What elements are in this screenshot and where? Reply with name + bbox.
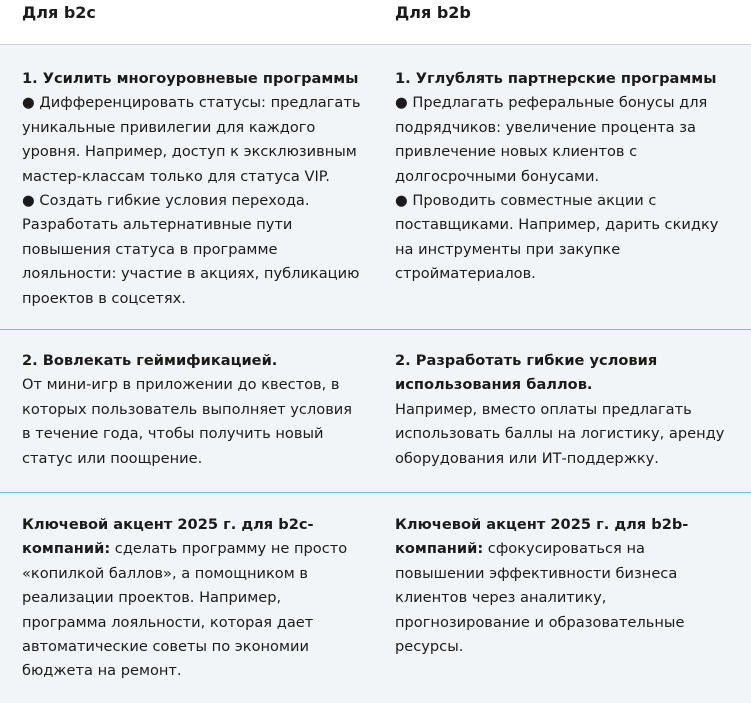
cell-text-line: Например, вместо оплаты предлагать (395, 400, 692, 418)
cell-text-line: мастер-классам только для статуса VIP. (22, 167, 330, 185)
cell-text-line: в течение года, чтобы получить новый (22, 425, 324, 443)
cell-text-line: автоматические советы по экономии (22, 638, 309, 656)
cell-text-line: привлечение новых клиентов с (395, 143, 638, 161)
cell-text-line: которых пользователь выполняет условия (22, 400, 353, 418)
cell-b2c-multilevel (0, 67, 375, 329)
cell-text-line: повышения статуса в программе (22, 240, 278, 258)
cell-b2b-key-focus (375, 513, 751, 703)
cell-text-line: использовать баллы на логистику, аренду (395, 425, 725, 443)
cell-text-line: программа лояльности, которая дает (22, 613, 314, 631)
cell-text-line: ● Проводить совместные акции с (395, 192, 657, 210)
table-header (0, 0, 751, 45)
cell-b2b-points (375, 349, 751, 492)
cell-text-line: бюджета на ремонт. (22, 662, 182, 680)
cell-text-line (395, 537, 739, 561)
cell-text-line: ● Предлагать реферальные бонусы для (395, 94, 708, 112)
cell-text-line: ● Дифференцировать статусы: предлагать (22, 94, 361, 112)
cell-title: 1. Усилить многоуровневые программы (22, 70, 359, 87)
cell-text-line: ● Создать гибкие условия перехода. (22, 192, 310, 210)
cell-text-line: на инструменты при закупке (395, 240, 621, 258)
cell-title: использования баллов. (395, 376, 593, 394)
cell-text-line: уровня. Например, доступ к эксклюзивным (22, 143, 357, 161)
cell-title: 1. Углублять партнерские программы (395, 70, 717, 87)
cell-text-line: лояльности: участие в акциях, публикацию (22, 265, 360, 283)
header-b2c: Для b2c (22, 3, 96, 22)
cell-text-line: ресурсы. (395, 638, 464, 656)
table-row (0, 330, 751, 493)
key-focus-label: компаний: (22, 540, 111, 558)
cell-text-line (22, 537, 363, 561)
cell-text-line: клиентов через аналитику, (395, 589, 607, 607)
cell-b2c-key-focus (0, 513, 375, 703)
cell-title: 2. Вовлекать геймификацией. (22, 352, 278, 369)
table-row (0, 45, 751, 330)
cell-b2c-gamification (0, 349, 375, 492)
key-focus-label: компаний: (395, 540, 484, 558)
header-b2b: Для b2b (395, 3, 471, 22)
key-focus-label: Ключевой акцент 2025 г. для b2c- (22, 516, 314, 533)
cell-text-line: Разработать альтернативные пути (22, 216, 293, 234)
cell-text-line: повышении эффективности бизнеса (395, 564, 678, 582)
cell-text-line: прогнозирование и образовательные (395, 613, 685, 631)
cell-text: сфокусироваться на (483, 540, 645, 558)
cell-text-line: оборудования или ИТ-поддержку. (395, 449, 659, 467)
cell-text-line: поставщиками. Например, дарить скидку (395, 216, 719, 234)
cell-text: сделать программу не просто (110, 540, 348, 558)
cell-text-line: стройматериалов. (395, 265, 536, 283)
key-focus-label: Ключевой акцент 2025 г. для b2b- (395, 516, 689, 533)
cell-title: 2. Разработать гибкие условия (395, 352, 658, 369)
cell-text-line: От мини-игр в приложении до квестов, в (22, 376, 340, 394)
cell-text-line: «копилкой баллов», а помощником в (22, 564, 308, 582)
cell-text-line: уникальные привилегии для каждого (22, 118, 316, 136)
cell-text-line: долгосрочными бонусами. (395, 167, 600, 185)
cell-text-line: проектов в соцсетях. (22, 289, 186, 307)
cell-text-line: реализации проектов. Например, (22, 589, 282, 607)
cell-b2b-partner (375, 67, 751, 329)
cell-text-line: подрядчиков: увеличение процента за (395, 118, 696, 136)
table-row (0, 493, 751, 703)
cell-text-line: статус или поощрение. (22, 449, 203, 467)
